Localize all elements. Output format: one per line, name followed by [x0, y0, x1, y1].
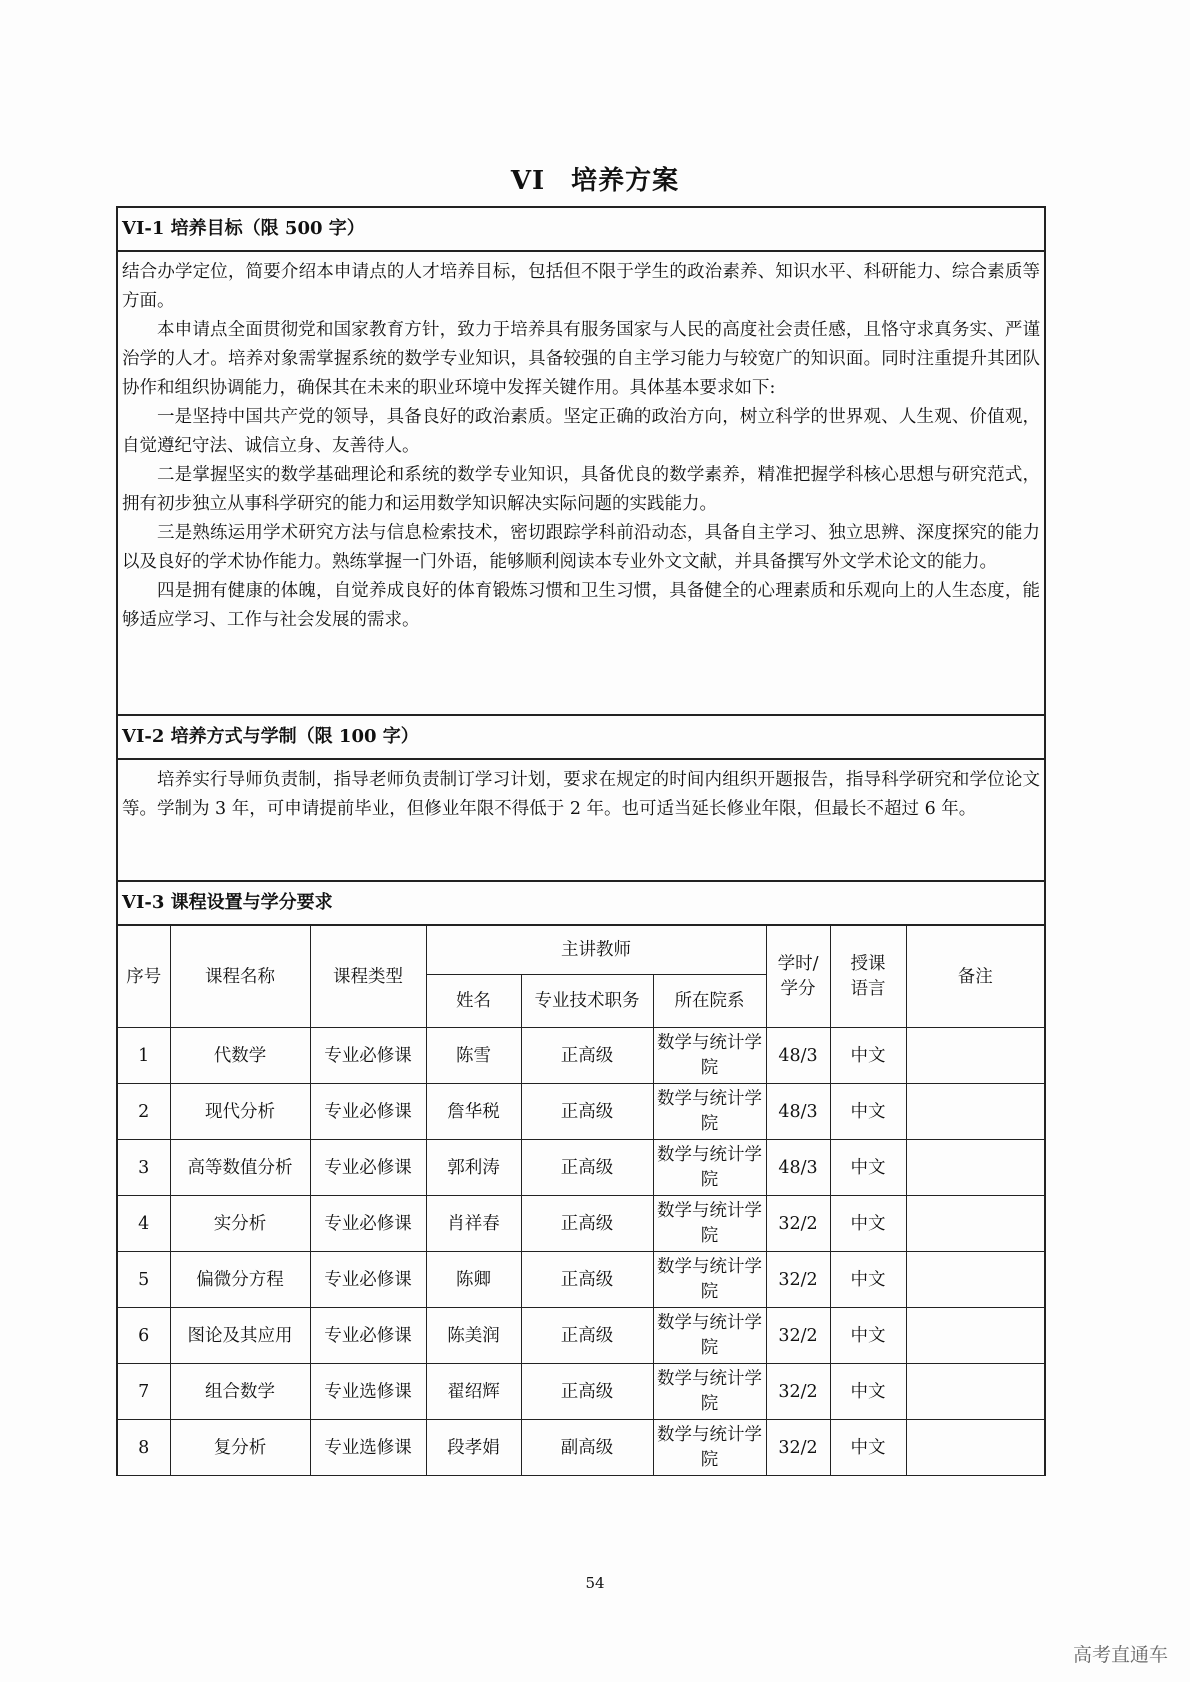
cell-dept-text: 数学与统计学院: [657, 1200, 763, 1246]
cell-title: 正高级: [521, 1252, 653, 1308]
cell-name: 陈雪: [426, 1028, 521, 1084]
cell-note: [906, 1028, 1044, 1084]
header-lang: [830, 926, 906, 1028]
cell-note: [906, 1084, 1044, 1140]
cell-dept-text: 数学与统计学院: [657, 1256, 763, 1302]
table-row: [118, 1028, 1044, 1084]
table-header-row: [118, 926, 1044, 975]
table-row: [118, 1364, 1044, 1420]
table-row: [118, 1420, 1044, 1476]
cell-type: 专业选修课: [310, 1420, 426, 1476]
cell-course: 高等数值分析: [170, 1140, 310, 1196]
cell-title: 正高级: [521, 1308, 653, 1364]
cell-course: 代数学: [170, 1028, 310, 1084]
cell-no: 4: [118, 1196, 170, 1252]
section-heading: VI-1 培养目标（限 500 字）: [118, 208, 1044, 252]
cell-note: [906, 1364, 1044, 1420]
cell-course: 偏微分方程: [170, 1252, 310, 1308]
cell-name: 陈卿: [426, 1252, 521, 1308]
cell-hours: 48/3: [766, 1084, 830, 1140]
header-hours-text: 学时/学分: [777, 953, 819, 999]
cell-type: 专业必修课: [310, 1196, 426, 1252]
instruction-text: 结合办学定位，简要介绍本申请点的人才培养目标，包括但不限于学生的政治素养、知识水平、科研能力、综合素质等方面。: [122, 262, 1040, 311]
cell-dept-text: 数学与统计学院: [657, 1144, 763, 1190]
cell-hours: 32/2: [766, 1420, 830, 1476]
cell-dept-text: 数学与统计学院: [657, 1312, 763, 1358]
section-body: [118, 760, 1044, 824]
cell-no: 7: [118, 1364, 170, 1420]
table-row: [118, 1084, 1044, 1140]
cell-hours: 32/2: [766, 1252, 830, 1308]
header-teacher-group: 主讲教师: [426, 926, 766, 975]
courses-table: [118, 926, 1044, 1476]
cell-no: 3: [118, 1140, 170, 1196]
cell-no: 6: [118, 1308, 170, 1364]
cell-type: 专业必修课: [310, 1252, 426, 1308]
cell-dept-text: 数学与统计学院: [657, 1368, 763, 1414]
cell-lang: 中文: [830, 1308, 906, 1364]
cell-name: 肖祥春: [426, 1196, 521, 1252]
cell-dept: [653, 1196, 766, 1252]
cell-course: 复分析: [170, 1420, 310, 1476]
header-type: 课程类型: [310, 926, 426, 1028]
cell-lang: 中文: [830, 1140, 906, 1196]
cell-dept-text: 数学与统计学院: [657, 1424, 763, 1470]
section-body: [118, 252, 1044, 635]
title-roman-numeral: VI: [510, 166, 546, 196]
cell-course: 实分析: [170, 1196, 310, 1252]
header-no: 序号: [118, 926, 170, 1028]
cell-hours: 48/3: [766, 1140, 830, 1196]
cell-type: 专业必修课: [310, 1308, 426, 1364]
cell-hours: 32/2: [766, 1308, 830, 1364]
cell-hours: 32/2: [766, 1364, 830, 1420]
section-heading: VI-2 培养方式与学制（限 100 字）: [118, 716, 1044, 760]
watermark-text: 高考直通车: [1072, 1644, 1168, 1666]
cell-lang: 中文: [830, 1252, 906, 1308]
cell-type: 专业选修课: [310, 1364, 426, 1420]
cell-dept: [653, 1420, 766, 1476]
cell-note: [906, 1252, 1044, 1308]
section-heading: VI-3 课程设置与学分要求: [118, 882, 1044, 926]
header-hours: [766, 926, 830, 1028]
section-training-goals: [116, 206, 1046, 716]
title-text: 培养方案: [571, 166, 680, 196]
cell-dept-text: 数学与统计学院: [657, 1088, 763, 1134]
paragraph: 四是拥有健康的体魄，自觉养成良好的体育锻炼习惯和卫生习惯，具备健全的心理素质和乐观向上的人生态度，能够适应学习、工作与社会发展的需求。: [122, 581, 1040, 630]
cell-course: 图论及其应用: [170, 1308, 310, 1364]
cell-dept: [653, 1028, 766, 1084]
header-course: 课程名称: [170, 926, 310, 1028]
cell-title: 正高级: [521, 1364, 653, 1420]
paragraph: 二是掌握坚实的数学基础理论和系统的数学专业知识，具备优良的数学素养，精准把握学科核心思想与研究范式，拥有初步独立从事科学研究的能力和运用数学知识解决实际问题的实践能力。: [122, 465, 1040, 514]
cell-name: 翟绍辉: [426, 1364, 521, 1420]
cell-note: [906, 1420, 1044, 1476]
cell-no: 1: [118, 1028, 170, 1084]
cell-lang: 中文: [830, 1196, 906, 1252]
cell-dept: [653, 1364, 766, 1420]
paragraph: 培养实行导师负责制，指导老师负责制订学习计划，要求在规定的时间内组织开题报告，指导科学研究和学位论文等。学制为 3 年，可申请提前毕业，但修业年限不得低于 2 年。也可适当延长修业年限，但最长不超过 6 年。: [122, 770, 1040, 819]
cell-title: 副高级: [521, 1420, 653, 1476]
table-row: [118, 1196, 1044, 1252]
cell-lang: 中文: [830, 1364, 906, 1420]
header-note: 备注: [906, 926, 1044, 1028]
cell-dept-text: 数学与统计学院: [657, 1032, 763, 1078]
cell-lang: 中文: [830, 1084, 906, 1140]
cell-note: [906, 1196, 1044, 1252]
cell-type: 专业必修课: [310, 1028, 426, 1084]
page-number: 54: [585, 1574, 605, 1592]
cell-title: 正高级: [521, 1028, 653, 1084]
table-row: [118, 1252, 1044, 1308]
section-training-mode: [116, 714, 1046, 882]
cell-title: 正高级: [521, 1196, 653, 1252]
section-courses: [116, 880, 1046, 1476]
page-title: [0, 160, 1190, 197]
cell-dept: [653, 1252, 766, 1308]
paragraph: 本申请点全面贯彻党和国家教育方针，致力于培养具有服务国家与人民的高度社会责任感，且恪守求真务实、严谨治学的人才。培养对象需掌握系统的数学专业知识，具备较强的自主学习能力与较宽广的知识面。同时注重提升其团队协作和组织协调能力，确保其在未来的职业环境中发挥关键作用。具体基本要求如下:: [122, 320, 1040, 398]
cell-note: [906, 1308, 1044, 1364]
cell-name: 段孝娟: [426, 1420, 521, 1476]
header-title: 专业技术职务: [521, 975, 653, 1028]
cell-course: 组合数学: [170, 1364, 310, 1420]
header-name: 姓名: [426, 975, 521, 1028]
cell-lang: 中文: [830, 1420, 906, 1476]
cell-name: 詹华税: [426, 1084, 521, 1140]
cell-course: 现代分析: [170, 1084, 310, 1140]
cell-no: 2: [118, 1084, 170, 1140]
cell-no: 8: [118, 1420, 170, 1476]
cell-title: 正高级: [521, 1140, 653, 1196]
header-lang-text: 授课语言: [850, 953, 886, 999]
paragraph: 一是坚持中国共产党的领导，具备良好的政治素质。坚定正确的政治方向，树立科学的世界观、人生观、价值观，自觉遵纪守法、诚信立身、友善待人。: [122, 407, 1040, 456]
cell-hours: 32/2: [766, 1196, 830, 1252]
cell-lang: 中文: [830, 1028, 906, 1084]
cell-type: 专业必修课: [310, 1084, 426, 1140]
cell-title: 正高级: [521, 1084, 653, 1140]
cell-dept: [653, 1140, 766, 1196]
cell-note: [906, 1140, 1044, 1196]
cell-dept: [653, 1308, 766, 1364]
paragraph: 三是熟练运用学术研究方法与信息检索技术，密切跟踪学科前沿动态，具备自主学习、独立思辨、深度探究的能力以及良好的学术协作能力。熟练掌握一门外语，能够顺利阅读本专业外文文献，并具备撰写外文学术论文的能力。: [122, 523, 1040, 572]
table-row: [118, 1308, 1044, 1364]
table-row: [118, 1140, 1044, 1196]
cell-name: 陈美润: [426, 1308, 521, 1364]
cell-name: 郭利涛: [426, 1140, 521, 1196]
cell-dept: [653, 1084, 766, 1140]
header-dept: 所在院系: [653, 975, 766, 1028]
cell-type: 专业必修课: [310, 1140, 426, 1196]
cell-hours: 48/3: [766, 1028, 830, 1084]
cell-no: 5: [118, 1252, 170, 1308]
